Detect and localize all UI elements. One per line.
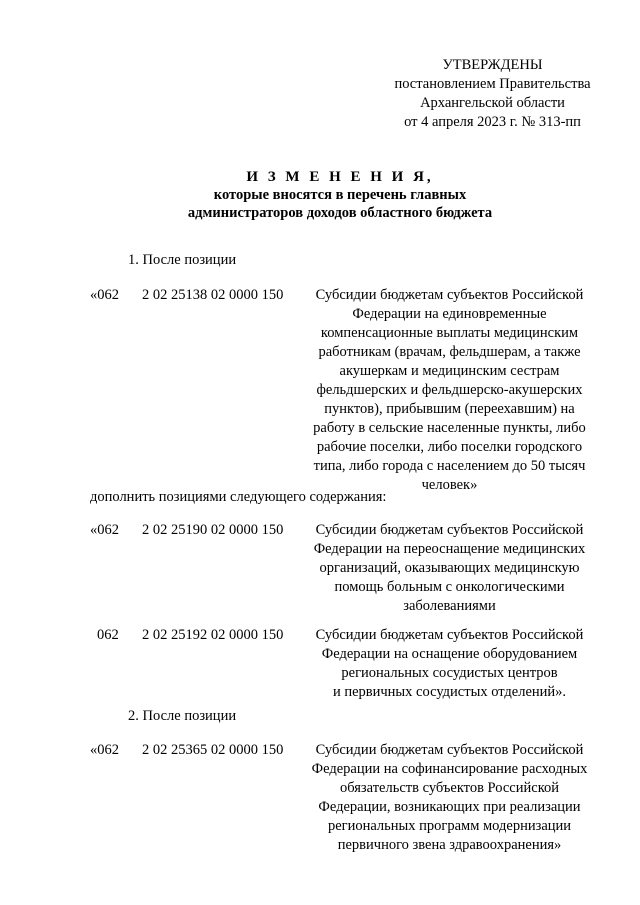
description-line: работникам (врачам, фельдшерам, а также: [318, 344, 581, 360]
approval-line-1: постановлением Правительства: [394, 76, 591, 92]
description-line: рабочие поселки, либо поселки городского: [316, 439, 583, 455]
position-row: [0, 521, 640, 616]
heading-title: И З М Е Н Е Н И Я,: [246, 169, 434, 185]
description-line: первичного звена здравоохранения»: [337, 837, 562, 853]
description-line: Субсидии бюджетам субъектов Российской: [315, 522, 584, 538]
description-line: Федерации на единовременные: [352, 306, 547, 322]
description-line: Субсидии бюджетам субъектов Российской: [315, 627, 584, 643]
supplement-text: дополнить позициями следующего содержания:: [90, 489, 387, 505]
item-2-label: 2. После позиции: [128, 708, 237, 724]
position-row: [0, 626, 640, 702]
revenue-code: 2 02 25192 02 0000 150: [142, 627, 284, 643]
description-line: Федерации на софинансирование расходных: [311, 761, 588, 777]
description-line: типа, либо города с населением до 50 тысяч: [313, 458, 586, 474]
description-line: компенсационные выплаты медицинским: [320, 325, 579, 341]
position-description: [302, 741, 597, 855]
admin-code: «062: [90, 522, 119, 538]
revenue-code: 2 02 25365 02 0000 150: [142, 742, 284, 758]
description-line: Федерации, возникающих при реализации: [318, 799, 581, 815]
description-line: обязательств субъектов Российской: [339, 780, 560, 796]
heading-line-1: которые вносятся в перечень главных: [213, 187, 467, 203]
approval-line-2: Архангельской области: [420, 95, 565, 111]
item-1-label: 1. После позиции: [128, 252, 237, 268]
position-description: [302, 521, 597, 616]
revenue-code: 2 02 25190 02 0000 150: [142, 522, 284, 538]
description-line: Субсидии бюджетам субъектов Российской: [315, 742, 584, 758]
position-row: [0, 741, 640, 855]
description-line: пунктов), прибывшим (переехавшим) на: [324, 401, 575, 417]
description-line: помощь больным с онкологическими: [334, 579, 565, 595]
admin-code: «062: [90, 287, 119, 303]
admin-code: «062: [90, 742, 119, 758]
description-line: акушеркам и медицинским сестрам: [339, 363, 560, 379]
description-line: региональных программ модернизации: [327, 818, 572, 834]
position-description: [302, 286, 597, 495]
approval-line-3: от 4 апреля 2023 г. № 313-пп: [404, 114, 581, 130]
description-line: работу в сельские населенные пункты, либо: [313, 420, 586, 436]
approval-block: [380, 56, 605, 132]
position-row: [0, 286, 640, 493]
admin-code: 062: [97, 627, 119, 643]
description-line: заболеваниями: [403, 598, 496, 614]
approval-title: УТВЕРЖДЕНЫ: [442, 57, 543, 73]
description-line: Федерации на оснащение оборудованием: [321, 646, 578, 662]
description-line: человек»: [421, 477, 478, 493]
description-line: региональных сосудистых центров: [341, 665, 558, 681]
description-line: фельдшерских и фельдшерско-акушерских: [316, 382, 583, 398]
description-line: организаций, оказывающих медицинскую: [319, 560, 580, 576]
description-line: Федерации на переоснащение медицинских: [313, 541, 586, 557]
heading-line-2: администраторов доходов областного бюджета: [187, 205, 493, 221]
description-line: и первичных сосудистых отделений».: [332, 684, 567, 700]
document-heading: [80, 168, 600, 222]
position-description: [302, 626, 597, 702]
revenue-code: 2 02 25138 02 0000 150: [142, 287, 284, 303]
description-line: Субсидии бюджетам субъектов Российской: [315, 287, 584, 303]
